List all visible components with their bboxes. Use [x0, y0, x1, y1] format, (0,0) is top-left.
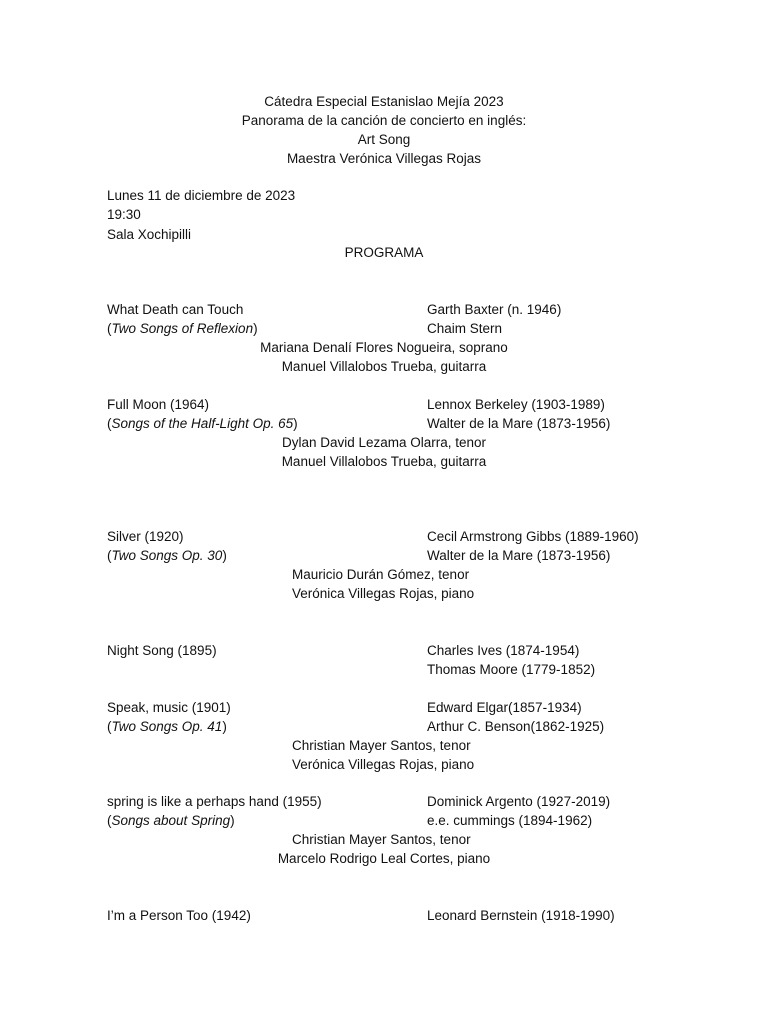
event-date: Lunes 11 de diciembre de 2023: [107, 188, 296, 203]
event-venue: Sala Xochipilli: [107, 227, 192, 242]
piece-composer: Charles Ives (1874-1954): [427, 643, 580, 658]
piece-composer: Leonard Bernstein (1918-1990): [427, 908, 615, 923]
program-title: PROGRAMA: [344, 245, 424, 260]
header-line-4: Maestra Verónica Villegas Rojas: [286, 151, 482, 166]
header-line-2: Panorama de la canción de concierto en inglés:: [241, 113, 527, 128]
piece-composer: Cecil Armstrong Gibbs (1889-1960): [427, 529, 639, 544]
piece-title: Speak, music (1901): [107, 700, 231, 715]
piece-performer: Christian Mayer Santos, tenor: [292, 832, 471, 847]
piece-poet: e.e. cummings (1894-1962): [427, 813, 593, 828]
piece-performer: Marcelo Rodrigo Leal Cortes, piano: [277, 851, 491, 866]
piece-title: Night Song (1895): [107, 643, 217, 658]
piece-collection: (Two Songs Op. 30): [107, 548, 227, 563]
piece-title: What Death can Touch: [107, 302, 244, 317]
piece-poet: Walter de la Mare (1873-1956): [427, 416, 611, 431]
header-line-3: Art Song: [357, 132, 411, 147]
piece-performer: Verónica Villegas Rojas, piano: [292, 586, 475, 601]
piece-composer: Lennox Berkeley (1903-1989): [427, 397, 605, 412]
piece-performer: Mauricio Durán Gómez, tenor: [292, 567, 470, 582]
header-line-1: Cátedra Especial Estanislao Mejía 2023: [264, 94, 504, 109]
piece-title: Full Moon (1964): [107, 397, 210, 412]
piece-collection: (Songs about Spring): [107, 813, 235, 828]
piece-composer: Dominick Argento (1927-2019): [427, 794, 611, 809]
piece-performer: Dylan David Lezama Olarra, tenor: [281, 435, 487, 450]
piece-performer: Christian Mayer Santos, tenor: [292, 738, 471, 753]
piece-collection: (Songs of the Half-Light Op. 65): [107, 416, 298, 431]
piece-poet: Walter de la Mare (1873-1956): [427, 548, 611, 563]
piece-title: spring is like a perhaps hand (1955): [107, 794, 322, 809]
piece-poet: Thomas Moore (1779-1852): [427, 662, 596, 677]
piece-composer: Garth Baxter (n. 1946): [427, 302, 562, 317]
piece-collection: (Two Songs of Reflexion): [107, 321, 258, 336]
piece-poet: Arthur C. Benson(1862-1925): [427, 719, 605, 734]
piece-performer: Manuel Villalobos Trueba, guitarra: [281, 359, 487, 374]
piece-title: I’m a Person Too (1942): [107, 908, 251, 923]
piece-performer: Mariana Denalí Flores Nogueira, soprano: [260, 340, 508, 355]
piece-performer: Verónica Villegas Rojas, piano: [292, 757, 475, 772]
piece-title: Silver (1920): [107, 529, 184, 544]
piece-collection: (Two Songs Op. 41): [107, 719, 227, 734]
piece-performer: Manuel Villalobos Trueba, guitarra: [281, 454, 487, 469]
piece-composer: Edward Elgar(1857-1934): [427, 700, 582, 715]
piece-poet: Chaim Stern: [427, 321, 503, 336]
event-time: 19:30: [107, 207, 141, 222]
